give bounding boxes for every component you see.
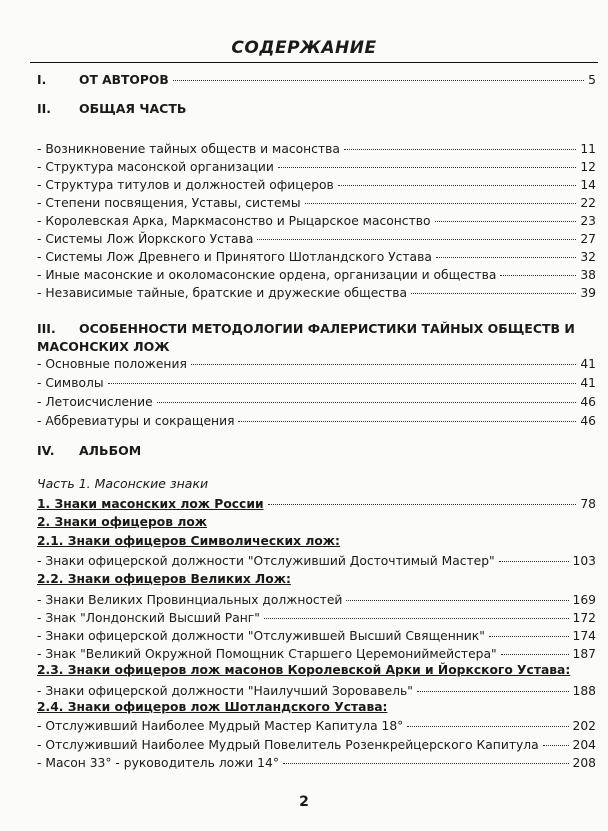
toc-entry: - Знаки офицерской должности "Отслуживший Досточтимый Мастер" 103: [37, 554, 596, 568]
album-entry-1: 1. Знаки масонских лож России 78: [37, 497, 596, 511]
section-4-title: АЛЬБОМ: [79, 443, 142, 458]
toc-entry: - Структура титулов и должностей офицеров 14: [37, 178, 596, 192]
album-entry-2: 2. Знаки офицеров лож: [37, 515, 208, 529]
section-2-heading: [37, 100, 596, 118]
album-subsection-2-2: 2.2. Знаки офицеров Великих Лож:: [37, 572, 291, 586]
section-1-entry: [37, 72, 596, 88]
section-2-number: II.: [37, 101, 52, 116]
toc-entry: - Системы Лож Йоркского Устава 27: [37, 232, 596, 246]
toc-entry: - Отслуживший Наиболее Мудрый Повелитель Розенкрейцерского Капитула 204: [37, 738, 596, 752]
section-3-heading: [37, 320, 577, 356]
section-2-title: ОБЩАЯ ЧАСТЬ: [79, 101, 187, 116]
section-3-title: ОСОБЕННОСТИ МЕТОДОЛОГИИ ФАЛЕРИСТИКИ ТАЙНЫХ ОБЩЕСТВ И МАСОНСКИХ ЛОЖ: [37, 321, 575, 354]
title-rule: [30, 62, 598, 63]
toc-entry: - Структура масонской организации 12: [37, 160, 596, 174]
page-number: 2: [299, 794, 309, 810]
album-subsection-2-1: 2.1. Знаки офицеров Символических лож:: [37, 534, 340, 548]
section-3-number: III.: [37, 321, 56, 336]
album-subsection-2-3: 2.3. Знаки офицеров лож масонов Королевской Арки и Йоркского Устава:: [37, 663, 571, 677]
toc-entry: - Знаки офицерской должности "Отслужившей Высший Священник" 174: [37, 629, 596, 643]
toc-entry: - Знаки Великих Провинциальных должностей 169: [37, 593, 596, 607]
toc-entry: - Королевская Арка, Маркмасонство и Рыцарское масонство 23: [37, 214, 596, 228]
section-4-number: IV.: [37, 443, 55, 458]
toc-entry: - Независимые тайные, братские и дружеские общества 39: [37, 286, 596, 300]
toc-entry: - Летоисчисление 46: [37, 395, 596, 409]
toc-entry: - Знак "Великий Окружной Помощник Старшего Церемониймейстера" 187: [37, 647, 596, 661]
toc-entry: - Знак "Лондонский Высший Ранг" 172: [37, 611, 596, 625]
page-title: СОДЕРЖАНИЕ: [231, 38, 377, 58]
part-1-heading: Часть 1. Масонские знаки: [37, 476, 209, 491]
album-subsection-2-4: 2.4. Знаки офицеров лож Шотландского Устава:: [37, 700, 388, 714]
section-1-number: I.: [37, 73, 47, 87]
toc-entry: - Основные положения 41: [37, 357, 596, 371]
toc-entry: - Символы 41: [37, 376, 596, 390]
toc-entry: - Аббревиатуры и сокращения 46: [37, 414, 596, 428]
toc-entry: - Масон 33° - руководитель ложи 14° 208: [37, 756, 596, 770]
toc-entry: - Знаки офицерской должности "Наилучший Зоровавель" 188: [37, 684, 596, 698]
toc-entry: - Иные масонские и околомасонские ордена, организации и общества 38: [37, 268, 596, 282]
section-1-title: ОТ АВТОРОВ: [79, 73, 169, 87]
section-1-page: 5: [588, 73, 596, 87]
section-4-heading: [37, 442, 596, 460]
toc-entry: - Отслуживший Наиболее Мудрый Мастер Капитула 18° 202: [37, 719, 596, 733]
dot-leader: [173, 80, 584, 81]
toc-entry: - Системы Лож Древнего и Принятого Шотландского Устава 32: [37, 250, 596, 264]
toc-entry: - Степени посвящения, Уставы, системы 22: [37, 196, 596, 210]
toc-entry: - Возникновение тайных обществ и масонства 11: [37, 142, 596, 156]
